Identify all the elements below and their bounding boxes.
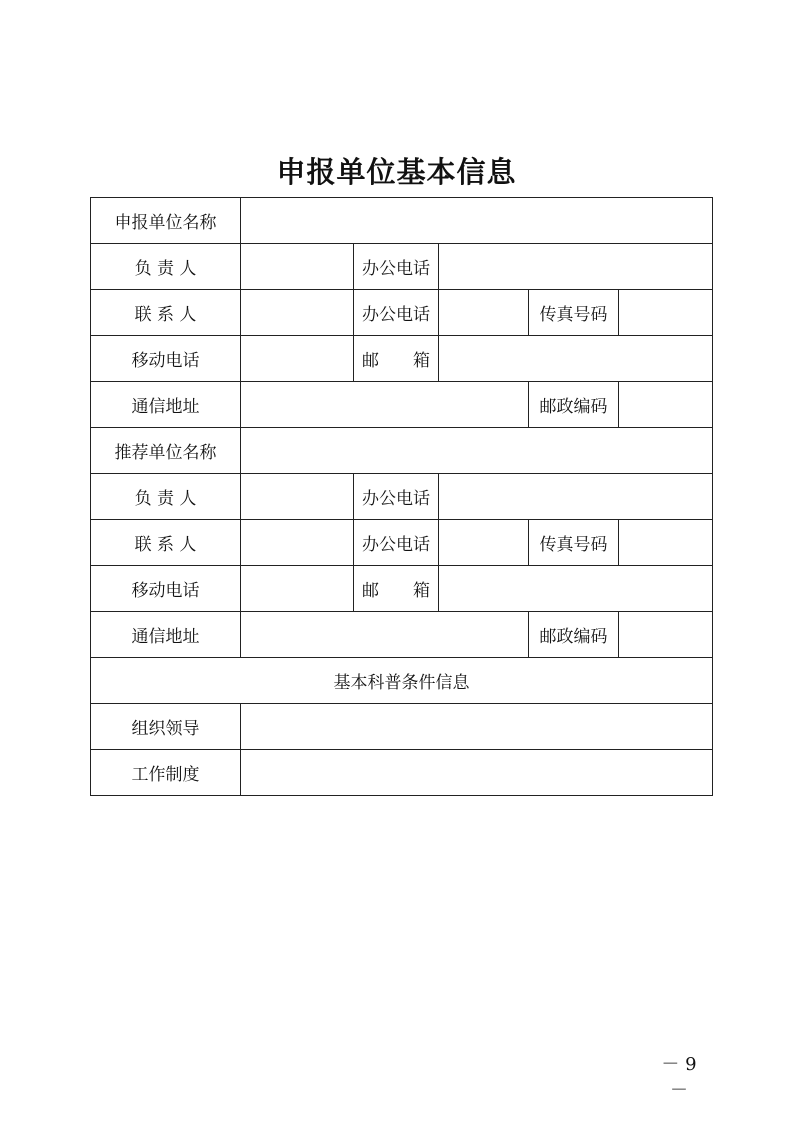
- applicant-leader-row: [91, 244, 713, 290]
- applicant-address-label: 通信地址: [91, 382, 241, 428]
- recommender-email-field[interactable]: [439, 566, 713, 612]
- email-label-char-2: 箱: [413, 581, 430, 601]
- recommender-address-row: [91, 612, 713, 658]
- applicant-mobile-label: 移动电话: [91, 336, 241, 382]
- email-label-char-1: 邮: [362, 351, 379, 371]
- email-label-char-1: 邮: [362, 581, 379, 601]
- applicant-name-label: 申报单位名称: [91, 198, 241, 244]
- recommender-fax-label: 传真号码: [529, 520, 619, 566]
- info-form-table: [90, 197, 713, 796]
- recommender-name-row: [91, 428, 713, 474]
- applicant-fax-field[interactable]: [619, 290, 713, 336]
- recommender-address-label: 通信地址: [91, 612, 241, 658]
- applicant-leader-phone-label: 办公电话: [354, 244, 439, 290]
- applicant-contact-row: [91, 290, 713, 336]
- org-leadership-row: [91, 704, 713, 750]
- applicant-name-field[interactable]: [241, 198, 713, 244]
- org-leadership-field[interactable]: [241, 704, 713, 750]
- recommender-postcode-label: 邮政编码: [529, 612, 619, 658]
- work-system-row: [91, 750, 713, 796]
- science-section-title: 基本科普条件信息: [91, 658, 713, 704]
- science-section-row: [91, 658, 713, 704]
- page-title: 申报单位基本信息: [276, 155, 517, 189]
- applicant-mobile-row: [91, 336, 713, 382]
- applicant-contact-phone-label: 办公电话: [354, 290, 439, 336]
- recommender-fax-field[interactable]: [619, 520, 713, 566]
- applicant-postcode-label: 邮政编码: [529, 382, 619, 428]
- applicant-postcode-field[interactable]: [619, 382, 713, 428]
- recommender-address-field[interactable]: [241, 612, 529, 658]
- recommender-mobile-row: [91, 566, 713, 612]
- recommender-contact-phone-field[interactable]: [439, 520, 529, 566]
- work-system-label: 工作制度: [91, 750, 241, 796]
- recommender-leader-label: 负 责 人: [91, 474, 241, 520]
- page-number: － 9 －: [661, 1054, 697, 1101]
- applicant-contact-label: 联 系 人: [91, 290, 241, 336]
- recommender-name-label: 推荐单位名称: [91, 428, 241, 474]
- recommender-mobile-field[interactable]: [241, 566, 354, 612]
- applicant-fax-label: 传真号码: [529, 290, 619, 336]
- applicant-mobile-field[interactable]: [241, 336, 354, 382]
- applicant-leader-field[interactable]: [241, 244, 354, 290]
- applicant-email-field[interactable]: [439, 336, 713, 382]
- applicant-email-label: [354, 336, 439, 382]
- applicant-leader-phone-field[interactable]: [439, 244, 713, 290]
- applicant-contact-phone-field[interactable]: [439, 290, 529, 336]
- recommender-contact-label: 联 系 人: [91, 520, 241, 566]
- work-system-field[interactable]: [241, 750, 713, 796]
- recommender-contact-field[interactable]: [241, 520, 354, 566]
- recommender-name-field[interactable]: [241, 428, 713, 474]
- recommender-contact-phone-label: 办公电话: [354, 520, 439, 566]
- org-leadership-label: 组织领导: [91, 704, 241, 750]
- applicant-address-field[interactable]: [241, 382, 529, 428]
- recommender-mobile-label: 移动电话: [91, 566, 241, 612]
- applicant-leader-label: 负 责 人: [91, 244, 241, 290]
- applicant-contact-field[interactable]: [241, 290, 354, 336]
- recommender-leader-row: [91, 474, 713, 520]
- recommender-postcode-field[interactable]: [619, 612, 713, 658]
- recommender-contact-row: [91, 520, 713, 566]
- applicant-address-row: [91, 382, 713, 428]
- applicant-name-row: [91, 198, 713, 244]
- recommender-leader-field[interactable]: [241, 474, 354, 520]
- recommender-leader-phone-field[interactable]: [439, 474, 713, 520]
- recommender-email-label: [354, 566, 439, 612]
- email-label-char-2: 箱: [413, 351, 430, 371]
- recommender-leader-phone-label: 办公电话: [354, 474, 439, 520]
